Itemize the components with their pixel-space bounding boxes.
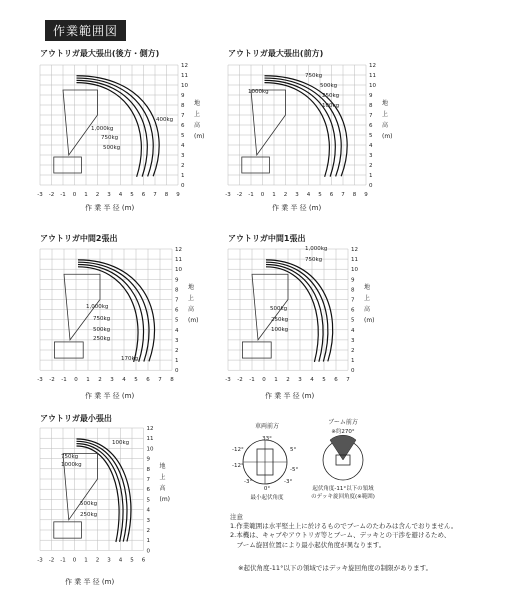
x-tick-label: 4 xyxy=(118,557,123,564)
x-tick-label: 3 xyxy=(107,557,111,564)
load-label: 1,000kg xyxy=(86,304,109,310)
y-tick-label: 0 xyxy=(146,548,150,555)
y-axis-title: (m) xyxy=(188,317,199,324)
load-label: 1,000kg xyxy=(305,246,328,252)
y-tick-label: 3 xyxy=(146,517,150,524)
y-tick-label: 11 xyxy=(369,73,376,79)
y-tick-label: 2 xyxy=(175,348,179,354)
x-tick-label: 6 xyxy=(146,377,150,384)
y-axis-title: 地 xyxy=(188,284,195,291)
y-axis-title: 高 xyxy=(194,122,201,129)
y-tick-label: 6 xyxy=(181,123,185,129)
y-axis-title: 高 xyxy=(159,485,166,492)
x-tick-label: -2 xyxy=(236,192,243,198)
y-tick-label: 5 xyxy=(181,133,185,139)
x-tick-label: -1 xyxy=(60,192,66,198)
plot-title-mid2: アウトリガ中間2張出 xyxy=(40,234,118,243)
y-axis-title: 上 xyxy=(159,474,166,481)
y-tick-label: 8 xyxy=(175,287,179,294)
load-label: 400kg xyxy=(156,117,174,123)
y-tick-label: 8 xyxy=(351,287,355,294)
x-tick-label: -1 xyxy=(248,192,254,198)
y-tick-label: 4 xyxy=(369,143,373,149)
load-label: 250kg xyxy=(322,93,340,99)
boom-range-subtitle: ※約270° xyxy=(331,429,355,435)
x-tick-label: 9 xyxy=(364,192,368,198)
y-axis-title: 地 xyxy=(382,100,389,107)
y-tick-label: 11 xyxy=(351,257,358,264)
y-tick-label: 7 xyxy=(369,113,373,119)
y-axis-title: 上 xyxy=(382,111,389,118)
x-tick-label: 0 xyxy=(262,377,266,384)
y-tick-label: 1 xyxy=(146,538,150,545)
y-tick-label: 5 xyxy=(351,317,355,324)
angle-label: -12° xyxy=(232,463,244,469)
x-tick-label: 6 xyxy=(334,377,338,384)
y-tick-label: 3 xyxy=(369,153,373,159)
x-tick-label: 5 xyxy=(134,377,138,384)
x-axis-title-4: 作 業 半 径 (m) xyxy=(265,392,315,400)
y-tick-label: 2 xyxy=(351,348,355,354)
notes-line-2: 2.本機は、キャブやアウトリガ等とブーム、デッキとの干渉を避けるため、 xyxy=(230,531,451,540)
load-label: 100kg xyxy=(322,103,340,109)
y-tick-label: 1 xyxy=(175,358,179,365)
load-label: 1000kg xyxy=(248,89,269,95)
y-axis-title: (m) xyxy=(194,133,205,140)
y-tick-label: 1 xyxy=(369,173,373,179)
x-tick-label: 7 xyxy=(341,192,345,198)
y-tick-label: 9 xyxy=(369,93,373,99)
x-tick-label: 8 xyxy=(164,192,169,198)
x-axis-title-1: 作 業 半 径 (m) xyxy=(85,204,135,212)
restricted-sector xyxy=(330,435,356,460)
y-tick-label: 6 xyxy=(351,307,355,314)
min-angle-caption: 最小起伏角度 xyxy=(250,495,284,501)
x-tick-label: -3 xyxy=(225,377,231,384)
x-tick-label: 4 xyxy=(118,192,123,198)
x-tick-label: -3 xyxy=(37,192,43,198)
y-tick-label: 5 xyxy=(146,497,150,504)
load-label: 500kg xyxy=(270,306,288,312)
x-tick-label: 3 xyxy=(110,377,114,384)
plot-title-mid1: アウトリガ中間1張出 xyxy=(228,234,306,243)
y-axis-title: (m) xyxy=(364,317,375,324)
load-label: 750kg xyxy=(305,73,323,79)
x-tick-label: 7 xyxy=(346,377,350,384)
y-tick-label: 11 xyxy=(146,436,154,443)
y-axis-title: 高 xyxy=(382,122,389,129)
x-tick-label: -1 xyxy=(249,377,255,384)
y-tick-label: 10 xyxy=(181,83,188,89)
load-label: 500kg xyxy=(80,501,98,507)
x-tick-label: 6 xyxy=(141,192,146,198)
y-tick-label: 10 xyxy=(369,83,376,89)
load-label: 1000kg xyxy=(61,462,82,468)
y-tick-label: 10 xyxy=(351,267,358,274)
y-tick-label: 7 xyxy=(181,113,185,119)
load-label: 250kg xyxy=(271,317,289,323)
plot-title-max-front: アウトリガ最大張出(前方) xyxy=(228,49,324,58)
y-axis-title: 地 xyxy=(194,100,201,107)
x-tick-label: -3 xyxy=(37,377,43,384)
angle-label: -3° xyxy=(284,479,293,485)
x-tick-label: 1 xyxy=(84,557,88,564)
y-tick-label: 0 xyxy=(369,183,373,189)
y-tick-label: 1 xyxy=(351,358,355,365)
x-tick-label: 5 xyxy=(322,377,326,384)
plot-title-max-rear: アウトリガ最大張出(後方・側方) xyxy=(40,49,160,58)
x-tick-label: 0 xyxy=(72,192,77,198)
load-label: 500kg xyxy=(320,83,338,89)
load-label: 500kg xyxy=(93,327,111,333)
x-tick-label: 3 xyxy=(107,192,111,198)
load-label: 750kg xyxy=(101,135,119,141)
x-tick-label: 4 xyxy=(310,377,314,384)
y-tick-label: 9 xyxy=(351,277,355,284)
y-tick-label: 0 xyxy=(181,183,185,189)
y-tick-label: 6 xyxy=(369,123,373,129)
angle-label: -5° xyxy=(290,467,299,473)
y-tick-label: 12 xyxy=(181,63,188,69)
angle-label: -3° xyxy=(244,479,253,485)
y-tick-label: 4 xyxy=(351,327,355,334)
y-tick-label: 12 xyxy=(369,63,376,69)
y-tick-label: 9 xyxy=(175,277,179,284)
x-tick-label: 2 xyxy=(98,377,102,384)
y-tick-label: 9 xyxy=(146,456,150,463)
y-tick-label: 2 xyxy=(181,163,185,169)
y-tick-label: 4 xyxy=(175,327,179,334)
y-axis-title: (m) xyxy=(382,133,393,140)
x-tick-label: 1 xyxy=(272,192,276,198)
y-tick-label: 0 xyxy=(175,368,179,375)
y-axis-title: 上 xyxy=(188,295,195,302)
x-tick-label: 7 xyxy=(158,377,162,384)
x-tick-label: 6 xyxy=(329,192,334,198)
x-tick-label: 0 xyxy=(260,192,265,198)
y-axis-title: 上 xyxy=(194,111,201,118)
y-tick-label: 0 xyxy=(351,368,355,375)
x-tick-label: 2 xyxy=(286,377,290,384)
notes-extra: ※起伏角度-11°以下の領域ではデッキ旋回角度の制限があります。 xyxy=(238,564,433,572)
y-tick-label: 11 xyxy=(181,73,188,79)
x-tick-label: -2 xyxy=(237,377,243,384)
x-tick-label: -2 xyxy=(49,377,55,384)
page-title: 作業範囲図 xyxy=(45,20,126,41)
x-tick-label: 3 xyxy=(298,377,302,384)
y-tick-label: 8 xyxy=(146,466,150,473)
y-tick-label: 6 xyxy=(146,487,150,494)
x-tick-label: 5 xyxy=(130,192,134,198)
angle-label: 5° xyxy=(290,447,297,453)
x-tick-label: -3 xyxy=(225,192,231,198)
y-tick-label: 4 xyxy=(181,143,185,149)
y-axis-title: (m) xyxy=(159,496,171,503)
y-tick-label: 10 xyxy=(175,267,182,274)
x-tick-label: 2 xyxy=(95,192,100,198)
y-tick-label: 8 xyxy=(369,103,373,109)
y-tick-label: 12 xyxy=(175,247,182,253)
load-label: 750kg xyxy=(61,454,79,460)
boom-caption-1: 起伏角度-11°以下の領域 xyxy=(312,486,374,492)
load-label: 500kg xyxy=(103,145,121,151)
y-tick-label: 10 xyxy=(146,446,154,453)
x-tick-label: -2 xyxy=(48,557,55,564)
angle-label: -12° xyxy=(232,447,244,453)
x-tick-label: 9 xyxy=(176,192,180,198)
x-tick-label: 1 xyxy=(84,192,88,198)
x-tick-label: -3 xyxy=(37,557,43,564)
notes-heading: 注意 xyxy=(230,513,243,521)
boom-caption-2: のデッキ旋回角度(※範囲) xyxy=(311,494,375,500)
x-axis-title-5: 作 業 半 径 (m) xyxy=(65,578,115,586)
notes-line-1: 1.作業範囲は水平堅土上に於けるものでブームのたわみは含んでおりません。 xyxy=(230,522,458,531)
x-tick-label: 5 xyxy=(130,557,134,564)
x-tick-label: -1 xyxy=(60,557,66,564)
load-label: 1,000kg xyxy=(91,126,114,132)
x-tick-label: 4 xyxy=(122,377,126,384)
y-tick-label: 7 xyxy=(146,477,150,483)
y-tick-label: 11 xyxy=(175,257,182,264)
y-axis-title: 地 xyxy=(364,284,371,291)
y-tick-label: 3 xyxy=(175,337,179,344)
y-axis-title: 上 xyxy=(364,295,371,302)
x-tick-label: 0 xyxy=(72,557,77,564)
load-label: 750kg xyxy=(93,316,111,322)
angle-label: 33° xyxy=(262,436,272,442)
load-label: 750kg xyxy=(305,257,323,263)
boom-front-title: ブーム前方 xyxy=(328,419,358,426)
y-tick-label: 2 xyxy=(146,528,150,534)
y-tick-label: 5 xyxy=(175,317,179,324)
y-tick-label: 8 xyxy=(181,103,185,109)
plot-title-min: アウトリガ最小張出 xyxy=(40,414,112,423)
y-tick-label: 4 xyxy=(146,507,150,514)
x-tick-label: 8 xyxy=(170,377,174,384)
y-tick-label: 2 xyxy=(369,163,373,169)
x-axis-title-2: 作 業 半 径 (m) xyxy=(272,204,322,212)
x-axis-title-3: 作 業 半 径 (m) xyxy=(85,392,135,400)
y-tick-label: 5 xyxy=(369,133,373,139)
y-tick-label: 6 xyxy=(175,307,179,314)
load-label: 250kg xyxy=(80,512,98,518)
angle-label: 0° xyxy=(263,486,271,492)
x-tick-label: 8 xyxy=(352,192,357,198)
load-label: 100kg xyxy=(271,327,289,333)
load-label: 170kg xyxy=(121,356,139,362)
x-tick-label: 3 xyxy=(295,192,299,198)
y-axis-title: 高 xyxy=(188,306,195,313)
x-tick-label: 6 xyxy=(141,557,146,564)
x-tick-label: -1 xyxy=(61,377,67,384)
x-tick-label: 1 xyxy=(274,377,278,384)
notes-line-3: ブーム旋回位置により最小起伏角度が異なります。 xyxy=(230,540,386,549)
x-tick-label: 2 xyxy=(283,192,288,198)
y-tick-label: 1 xyxy=(181,173,185,179)
vehicle-front-title: 車両前方 xyxy=(254,423,280,430)
x-tick-label: 4 xyxy=(306,192,311,198)
y-tick-label: 3 xyxy=(351,337,355,344)
x-tick-label: 7 xyxy=(153,192,157,198)
y-tick-label: 7 xyxy=(351,297,355,304)
y-tick-label: 9 xyxy=(181,93,185,99)
load-label: 100kg xyxy=(112,440,130,446)
x-tick-label: 2 xyxy=(95,557,100,564)
x-tick-label: 0 xyxy=(74,377,78,384)
y-tick-label: 7 xyxy=(175,297,179,304)
load-label: 250kg xyxy=(93,336,111,342)
y-tick-label: 3 xyxy=(181,153,185,159)
x-tick-label: 5 xyxy=(318,192,322,198)
y-axis-title: 高 xyxy=(364,306,371,313)
y-tick-label: 12 xyxy=(146,426,154,432)
x-tick-label: -2 xyxy=(48,192,55,198)
y-tick-label: 12 xyxy=(351,247,358,253)
x-tick-label: 1 xyxy=(86,377,90,384)
y-axis-title: 地 xyxy=(159,463,166,470)
